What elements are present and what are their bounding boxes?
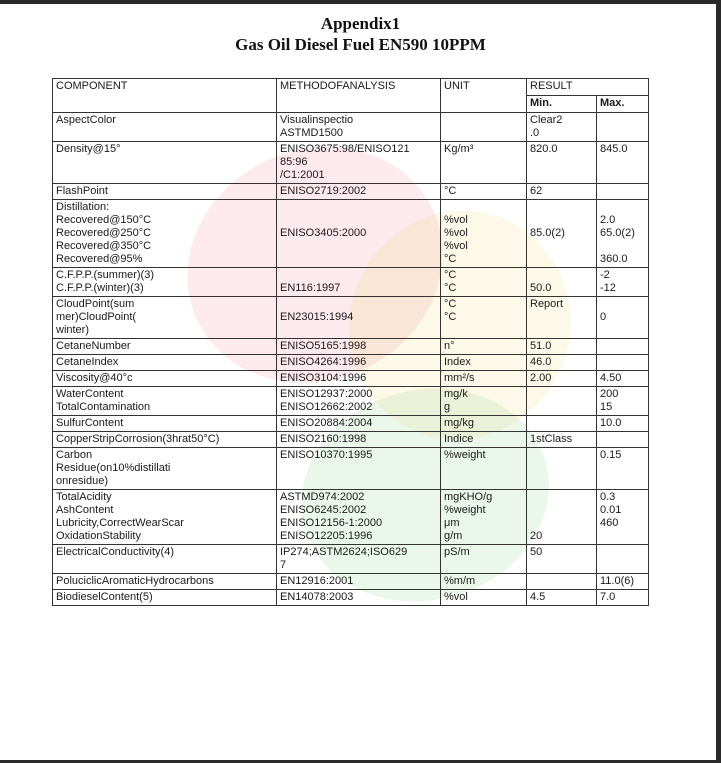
- cell-max: -2 -12: [597, 268, 649, 297]
- cell-max: 0.15: [597, 448, 649, 490]
- cell-method: ENISO20884:2004: [277, 416, 441, 432]
- cell-component: SulfurContent: [53, 416, 277, 432]
- cell-component: BiodieselContent(5): [53, 590, 277, 606]
- table-row: [53, 545, 649, 574]
- cell-unit: [441, 113, 527, 142]
- cell-component: Distillation: Recovered@150°C Recovered@250°C Recovered@350°C Recovered@95%: [53, 200, 277, 268]
- cell-unit: %weight: [441, 448, 527, 490]
- cell-component: Carbon Residue(on10%distillati onresidue): [53, 448, 277, 490]
- photo-edge-top: [0, 0, 721, 4]
- cell-min: 1stClass: [527, 432, 597, 448]
- cell-component: ElectricalConductivity(4): [53, 545, 277, 574]
- table-row: [53, 590, 649, 606]
- cell-min: Clear2 .0: [527, 113, 597, 142]
- cell-unit: %vol %vol %vol °C: [441, 200, 527, 268]
- cell-method: ENISO10370:1995: [277, 448, 441, 490]
- cell-method: ASTMD974:2002 ENISO6245:2002 ENISO12156-1:2000 ENISO12205:1996: [277, 490, 441, 545]
- cell-min: 51.0: [527, 339, 597, 355]
- table-row: [53, 490, 649, 545]
- cell-component: Viscosity@40°c: [53, 371, 277, 387]
- cell-min: 62: [527, 184, 597, 200]
- cell-max: 845.0: [597, 142, 649, 184]
- cell-min: 20: [527, 490, 597, 545]
- cell-max: 200 15: [597, 387, 649, 416]
- photo-edge-right: [716, 0, 721, 763]
- cell-component: CopperStripCorrosion(3hrat50°C): [53, 432, 277, 448]
- cell-method: EN12916:2001: [277, 574, 441, 590]
- table-row: [53, 113, 649, 142]
- cell-max: [597, 184, 649, 200]
- cell-component: TotalAcidity AshContent Lubricity,CorrectWearScar OxidationStability: [53, 490, 277, 545]
- cell-method: IP274;ASTM2624;ISO629 7: [277, 545, 441, 574]
- cell-method: EN23015:1994: [277, 297, 441, 339]
- cell-max: [597, 355, 649, 371]
- cell-min: 50.0: [527, 268, 597, 297]
- table-row: [53, 355, 649, 371]
- cell-max: [597, 545, 649, 574]
- cell-max: 2.0 65.0(2) 360.0: [597, 200, 649, 268]
- table-row: [53, 184, 649, 200]
- cell-method: ENISO12937:2000 ENISO12662:2002: [277, 387, 441, 416]
- cell-min: 4.5: [527, 590, 597, 606]
- cell-method: ENISO2719:2002: [277, 184, 441, 200]
- cell-min: [527, 416, 597, 432]
- cell-method: ENISO3104:1996: [277, 371, 441, 387]
- cell-min: Report: [527, 297, 597, 339]
- header-method: METHODOFANALYSIS: [277, 79, 441, 113]
- cell-max: 0: [597, 297, 649, 339]
- cell-component: CetaneNumber: [53, 339, 277, 355]
- cell-max: [597, 432, 649, 448]
- cell-component: Density@15°: [53, 142, 277, 184]
- cell-component: WaterContent TotalContamination: [53, 387, 277, 416]
- cell-method: ENISO5165:1998: [277, 339, 441, 355]
- cell-unit: mg/k g: [441, 387, 527, 416]
- table-row: [53, 371, 649, 387]
- document-subtitle: Gas Oil Diesel Fuel EN590 10PPM: [235, 35, 486, 54]
- header-result: RESULT: [527, 79, 649, 96]
- table-row: [53, 448, 649, 490]
- cell-min: 50: [527, 545, 597, 574]
- header-row: [53, 79, 649, 96]
- cell-max: 10.0: [597, 416, 649, 432]
- cell-method: EN116:1997: [277, 268, 441, 297]
- cell-unit: Indice: [441, 432, 527, 448]
- cell-component: PoluciclicAromaticHydrocarbons: [53, 574, 277, 590]
- cell-method: ENISO4264:1996: [277, 355, 441, 371]
- cell-unit: mgKHO/g %weight μm g/m: [441, 490, 527, 545]
- specification-table: [52, 78, 649, 606]
- cell-unit: mm²/s: [441, 371, 527, 387]
- cell-unit: Kg/m³: [441, 142, 527, 184]
- cell-unit: mg/kg: [441, 416, 527, 432]
- table-row: [53, 432, 649, 448]
- cell-unit: Index: [441, 355, 527, 371]
- cell-min: [527, 574, 597, 590]
- cell-method: EN14078:2003: [277, 590, 441, 606]
- document-title: Appendix1: [320, 14, 401, 33]
- header-component: COMPONENT: [53, 79, 277, 113]
- cell-max: 0.3 0.01 460: [597, 490, 649, 545]
- cell-method: Visualinspectio ASTMD1500: [277, 113, 441, 142]
- cell-method: ENISO3675:98/ENISO121 85:96 /C1:2001: [277, 142, 441, 184]
- cell-unit: °C °C: [441, 297, 527, 339]
- cell-min: 85.0(2): [527, 200, 597, 268]
- cell-min: [527, 448, 597, 490]
- table-row: [53, 416, 649, 432]
- cell-component: CetaneIndex: [53, 355, 277, 371]
- cell-unit: %m/m: [441, 574, 527, 590]
- cell-min: 2.00: [527, 371, 597, 387]
- cell-max: [597, 339, 649, 355]
- cell-max: 4.50: [597, 371, 649, 387]
- table-row: [53, 200, 649, 268]
- cell-unit: °C: [441, 184, 527, 200]
- cell-min: 820.0: [527, 142, 597, 184]
- cell-unit: n°: [441, 339, 527, 355]
- cell-unit: pS/m: [441, 545, 527, 574]
- cell-min: [527, 387, 597, 416]
- table-row: [53, 387, 649, 416]
- table-row: [53, 142, 649, 184]
- cell-method: ENISO3405:2000: [277, 200, 441, 268]
- cell-component: CloudPoint(sum mer)CloudPoint( winter): [53, 297, 277, 339]
- table-row: [53, 339, 649, 355]
- cell-unit: °C °C: [441, 268, 527, 297]
- cell-max: 7.0: [597, 590, 649, 606]
- cell-max: [597, 113, 649, 142]
- table-row: [53, 297, 649, 339]
- cell-unit: %vol: [441, 590, 527, 606]
- cell-min: 46.0: [527, 355, 597, 371]
- cell-component: AspectColor: [53, 113, 277, 142]
- cell-method: ENISO2160:1998: [277, 432, 441, 448]
- table-row: [53, 268, 649, 297]
- cell-component: C.F.P.P.(summer)(3) C.F.P.P.(winter)(3): [53, 268, 277, 297]
- header-unit: UNIT: [441, 79, 527, 113]
- header-min: Min.: [527, 96, 597, 113]
- cell-component: FlashPoint: [53, 184, 277, 200]
- cell-max: 11.0(6): [597, 574, 649, 590]
- header-max: Max.: [597, 96, 649, 113]
- table-row: [53, 574, 649, 590]
